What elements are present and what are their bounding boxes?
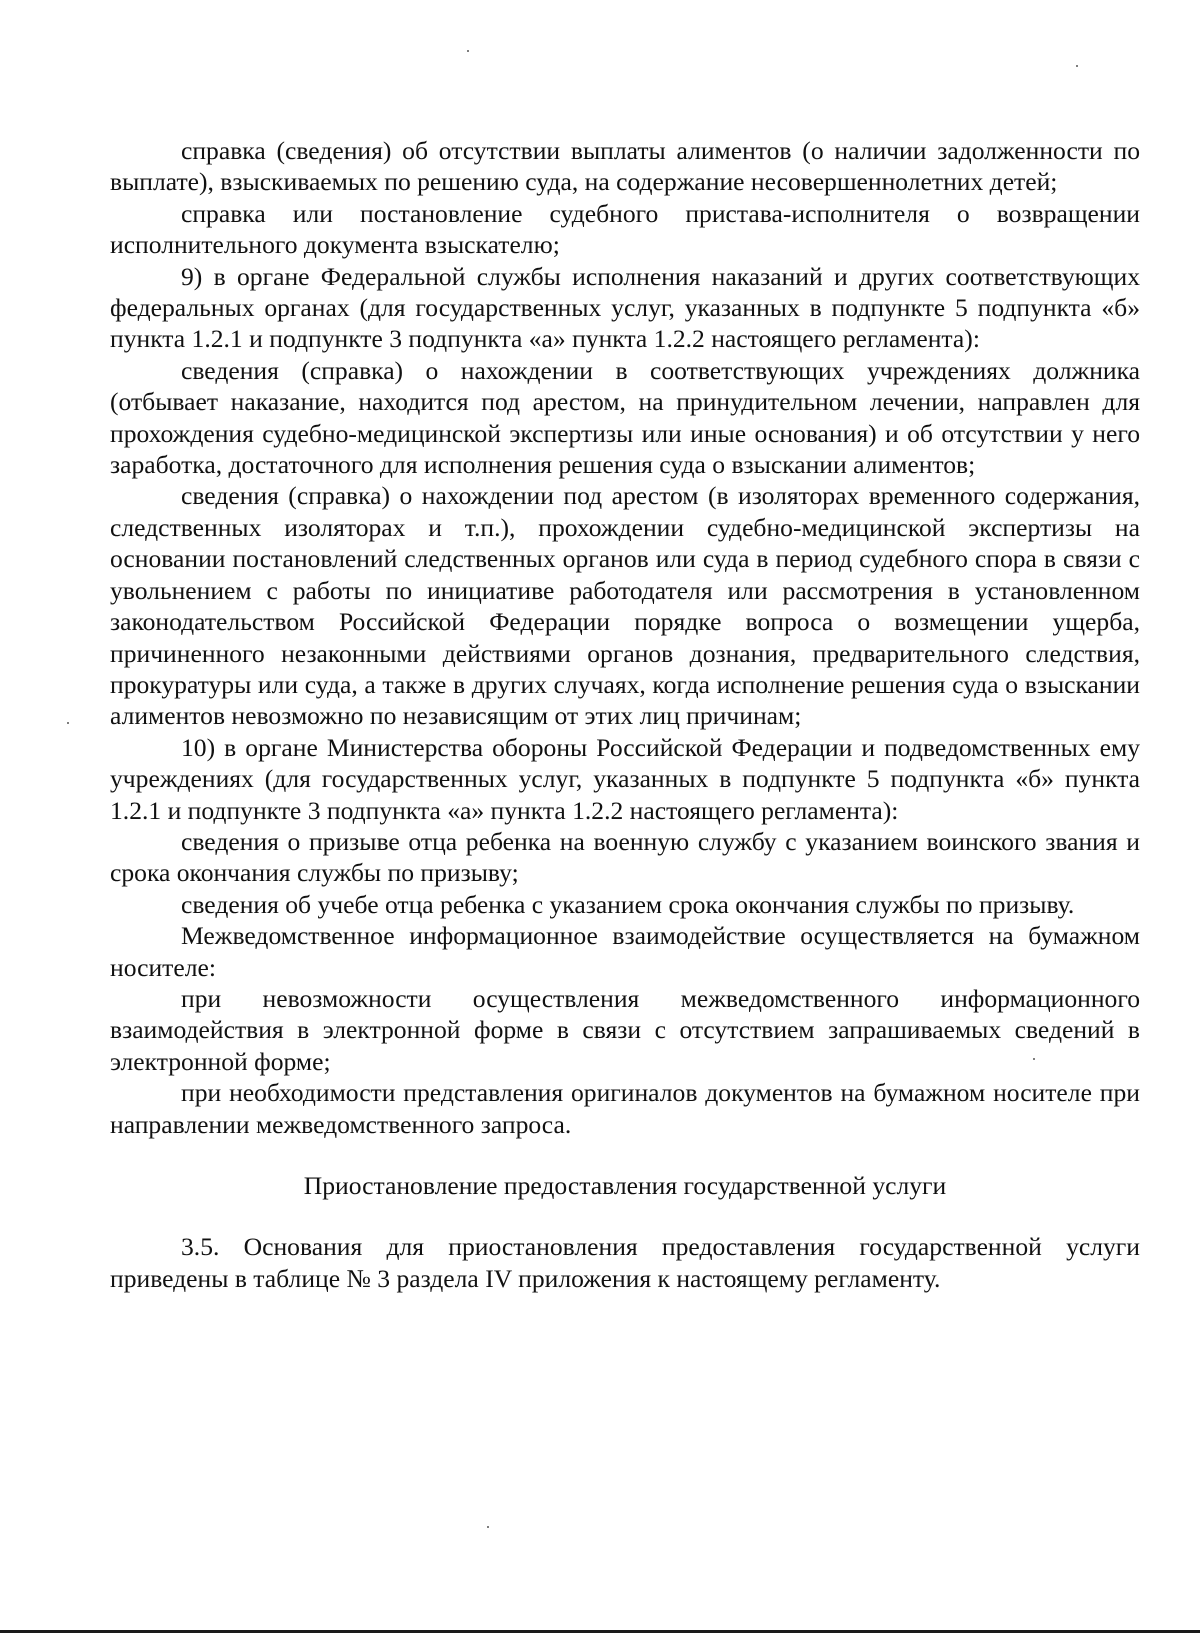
paragraph-bailiff-certificate: справка или постановление судебного пристава-исполнителя о возвращении исполнительного документа взыскателю; — [110, 198, 1140, 260]
scan-speck — [67, 722, 69, 724]
scan-speck — [1033, 1058, 1035, 1060]
scan-speck — [487, 1526, 489, 1528]
paragraph-debtor-location: сведения (справка) о нахождении в соответствующих учреждениях должника (отбывает наказание, находится под арестом, на принудительном лечении, направлен для прохождения судебно-медицинской экспертизы или иные основания) и об отсутствии у него заработка, достаточного для исполнения решения суда о взыскании алиментов; — [110, 355, 1140, 480]
paragraph-no-electronic: при невозможности осуществления межведомственного информационного взаимодействия в электронной форме в связи с отсутствием запрашиваемых сведений в электронной форме; — [110, 983, 1140, 1076]
paragraph-military-draft: сведения о призыве отца ребенка на военную службу с указанием воинского звания и срока окончания службы по призыву; — [110, 826, 1140, 888]
section-heading: Приостановление предоставления государственной услуги — [303, 1171, 947, 1200]
paragraph-alimony-certificate: справка (сведения) об отсутствии выплаты алиментов (о наличии задолженности по выплате), взыскиваемых по решению суда, на содержание несовершеннолетних детей; — [110, 136, 1140, 197]
paragraph-paper-interaction: Межведомственное информационное взаимодействие осуществляется на бумажном носителе: — [110, 921, 1140, 982]
document-page — [110, 135, 1140, 1294]
scan-speck — [1076, 65, 1078, 67]
paragraph-3-5-grounds: 3.5. Основания для приостановления предоставления государственной услуги приведены в таблице № 3 раздела IV приложения к настоящему регламенту. — [110, 1232, 1140, 1293]
paragraph-arrest-info: сведения (справка) о нахождении под арестом (в изоляторах временного содержания, следственных изоляторах и т.п.), прохождении судебно-медицинской экспертизы на основании постановлений следственных органов или суда в период судебного спора в связи с увольнением с работы по инициативе работодателя или рассмотрения в установленном законодательством Российской Федерации порядке вопроса о возмещении ущерба, причиненного незаконными действиями органов дознания, предварительного следствия, прокуратуры или суда, а также в других случаях, когда исполнение решения суда о взыскании алиментов невозможно по независящим от этих лиц причинам; — [110, 481, 1140, 731]
paragraph-item-10-defense: 10) в органе Министерства обороны Российской Федерации и подведомственных ему учреждениях (для государственных услуг, указанных в подпункте 5 подпункта «б» пункта 1.2.1 и подпункте 3 подпункта «а» пункта 1.2.2 настоящего регламента): — [110, 732, 1140, 825]
paragraph-item-9-penitentiary: 9) в органе Федеральной службы исполнения наказаний и других соответствующих федеральных органах (для государственных услуг, указанных в подпункте 5 подпункта «б» пункта 1.2.1 и подпункте 3 подпункта «а» пункта 1.2.2 настоящего регламента): — [110, 261, 1140, 354]
paragraph-originals-needed: при необходимости представления оригиналов документов на бумажном носителе при направлении межведомственного запроса. — [110, 1078, 1140, 1139]
scan-speck — [467, 50, 469, 52]
paragraph-father-study: сведения об учебе отца ребенка с указанием срока окончания службы по призыву. — [181, 889, 1075, 919]
